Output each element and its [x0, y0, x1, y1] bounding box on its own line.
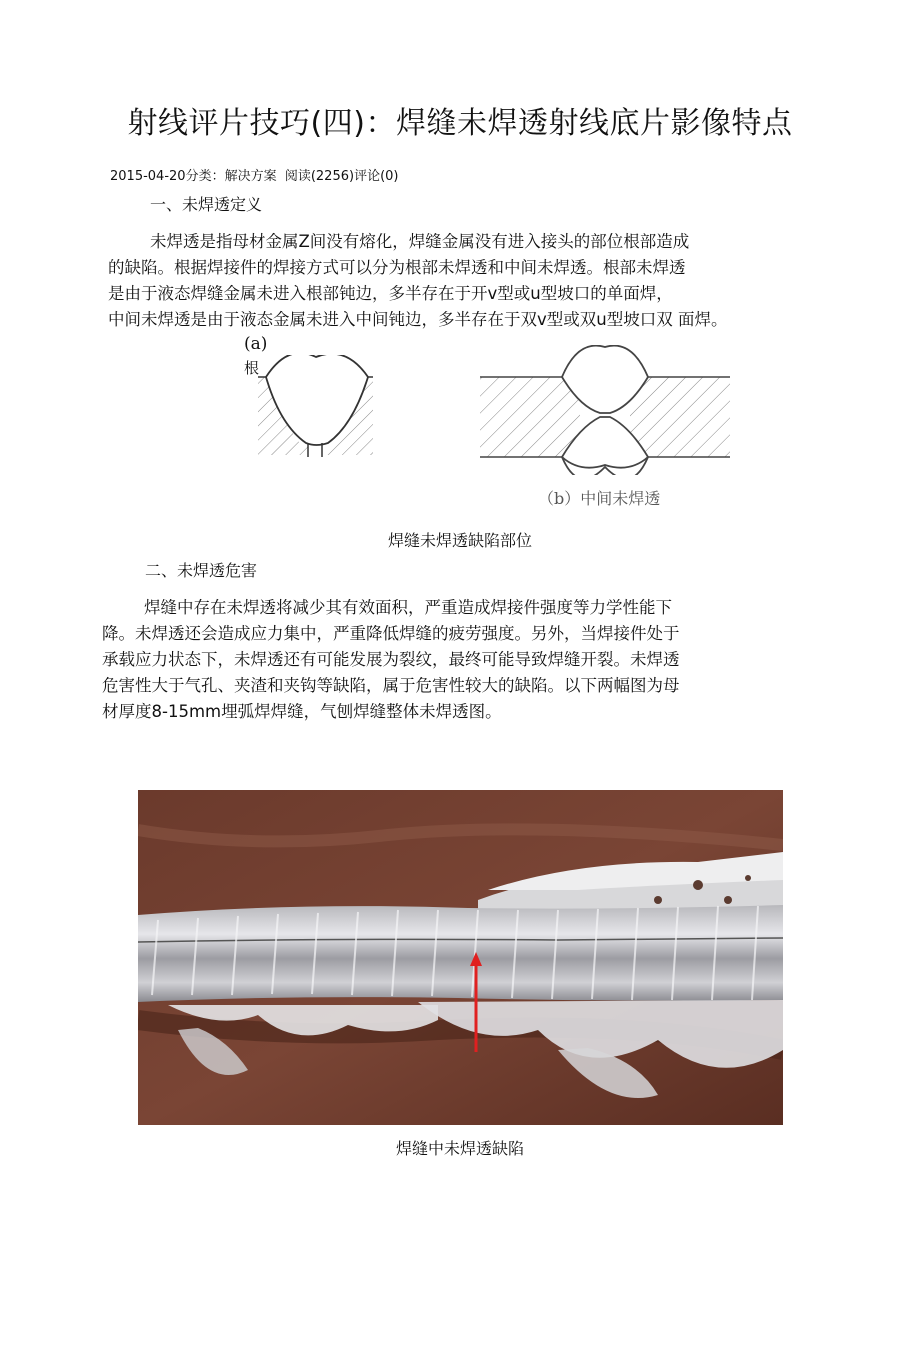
paragraph-line: 未焊透是指母材金属Z间没有熔化，焊缝金属没有进入接头的部位根部造成: [150, 232, 690, 251]
figure1-caption: 焊缝未焊透缺陷部位: [387, 531, 532, 550]
article-meta: [110, 165, 399, 184]
figure-b-label: （b）中间未焊透: [538, 489, 661, 508]
page-title: 射线评片技巧(四)：焊缝未焊透射线底片影像特点: [127, 106, 793, 141]
section2-paragraph: [102, 595, 680, 725]
middle-lack-of-penetration-diagram: [480, 345, 730, 475]
paragraph-line: 焊缝中存在未焊透将减少其有效面积，严重造成焊接件强度等力学性能下: [144, 598, 672, 617]
category-label: 分类：解决方案: [185, 169, 277, 184]
paragraph-line: 承载应力状态下，未焊透还有可能发展为裂纹，最终可能导致焊缝开裂。未焊透: [102, 650, 680, 669]
paragraph-line: 危害性大于气孔、夹渣和夹钩等缺陷，属于危害性较大的缺陷。以下两幅图为母: [102, 676, 680, 695]
comment-count: 评论(0): [354, 169, 399, 184]
paragraph-line: 是由于液态焊缝金属未进入根部钝边，多半存在于开v型或u型坡口的单面焊，: [108, 284, 673, 303]
figure-a-label: (a): [244, 334, 268, 354]
paragraph-line: 降。未焊透还会造成应力集中，严重降低焊缝的疲劳强度。另外，当焊接件处于: [102, 624, 680, 643]
paragraph-line: 材厚度8-15mm埋弧焊焊缝，气刨焊缝整体未焊透图。: [102, 702, 502, 721]
root-lack-of-penetration-diagram: [258, 355, 373, 460]
publish-date: 2015-04-20: [110, 169, 186, 184]
read-count: 阅读(2256): [284, 169, 355, 184]
weld-defect-photo: [138, 790, 783, 1125]
figure2-caption: 焊缝中未焊透缺陷: [395, 1139, 524, 1158]
section2-heading: 二、未焊透危害: [145, 561, 258, 580]
figure-a-sublabel: 根: [244, 359, 260, 375]
paragraph-line: 中间未焊透是由于液态金属未进入中间钝边，多半存在于双v型或双u型坡口双 面焊。: [108, 310, 728, 329]
section1-paragraph: [108, 229, 727, 333]
paragraph-line: 的缺陷。根据焊接件的焊接方式可以分为根部未焊透和中间未焊透。根部未焊透: [108, 258, 686, 277]
section1-heading: 一、未焊透定义: [150, 195, 263, 214]
